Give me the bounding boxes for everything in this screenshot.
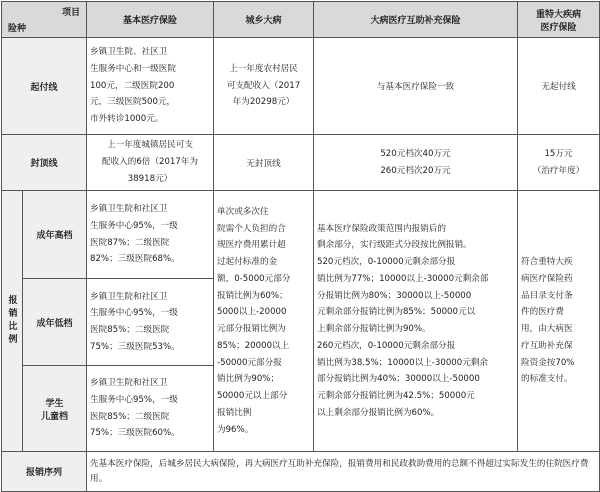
header-special-illness-insurance: 重特大疾病 医疗保险 bbox=[518, 2, 600, 38]
ratio-basic-adult-low: 乡镇卫生院和社区卫 生服务中心95%，一级 医院85%；二级医院 75%；三级医院53%。 bbox=[87, 279, 214, 366]
cap-basic: 上一年度城镇居民可支 配收入的6倍（2017年为 38918元） bbox=[87, 135, 214, 191]
cap-urban-rural: 无封顶线 bbox=[214, 135, 314, 191]
sub-label-adult-low: 成年低档 bbox=[23, 279, 87, 366]
header-corner-cell bbox=[2, 2, 87, 38]
ratio-basic-student-child: 乡镇卫生院和社区卫 生服务中心95%，一级 医院85%；二级医院 75%；三级医院60%。 bbox=[87, 366, 214, 452]
reimbursement-order-text: 先基本医疗保险，后城乡居民大病保险，再大病医疗互助补充保险，报销费用和民政救助费用的总额不得超过实际发生的住院医疗费用。 bbox=[87, 452, 600, 492]
header-type-label: 险种 bbox=[8, 24, 27, 34]
ratio-supplementary: 基本医疗保险政策范围内报销后的 剩余部分，实行级距式分段按比例报销。 520元档次，0-10000元剩余部分报 销比例为77%；10000以上-30000元剩余部 分报销比例为80%；30000以上-50000 元剩余部分报销比例为85%；50000元以 上剩余部分报销比例为90%。 260元档次，0-10000元剩余部分报 销比例为38.5%；10000以上-30000元剩余 部分报销比例为40%；30000以上-50000 元剩余部分报销比例为42.5%；50000元 以上剩余部分报销比例为60%。 bbox=[314, 191, 518, 452]
cap-supplementary: 520元档次40万元 260元档次20万元 bbox=[314, 135, 518, 191]
ratio-special: 符合重特大疾 病医疗保险药 品目录支付条 件的医疗费 用，由大病医 疗互助补充保 险资金按70% 的标准支付。 bbox=[518, 191, 600, 452]
start-threshold-urban-rural: 上一年度农村居民 可支配收入（2017 年为20298元） bbox=[214, 38, 314, 135]
header-basic-insurance: 基本医疗保险 bbox=[87, 2, 214, 38]
start-threshold-basic: 乡镇卫生院、社区卫 生服务中心和一级医院 100元，二级医院200 元，三级医院500元， 市外转诊1000元。 bbox=[87, 38, 214, 135]
header-urban-rural-illness: 城乡大病 bbox=[214, 2, 314, 38]
reimbursement-ratio-label: 报销比例 bbox=[6, 295, 17, 347]
sub-label-adult-high: 成年高档 bbox=[23, 191, 87, 279]
header-supplementary-insurance: 大病医疗互助补充保险 bbox=[314, 2, 518, 38]
row-label-start-threshold: 起付线 bbox=[2, 38, 87, 135]
ratio-basic-adult-high: 乡镇卫生院和社区卫 生服务中心95%，一级 医院87%；二级医院 82%；三级医院68%。 bbox=[87, 191, 214, 279]
row-label-reimbursement-order: 报销序列 bbox=[2, 452, 87, 492]
insurance-comparison-table bbox=[1, 1, 600, 492]
ratio-urban-rural: 单次或多次住 院需个人负担的合 规医疗费用累计超 过起付标准的金 额，0-5000元部分 报销比例为60%； 5000以上-20000 元部分报销比例为 85%；20000以上 -50000元部分报 销比例为90%； 50000元以上部分 报销比例 为96%。 bbox=[214, 191, 314, 452]
row-label-cap: 封顶线 bbox=[2, 135, 87, 191]
row-label-reimbursement-ratio bbox=[2, 191, 23, 452]
start-threshold-supplementary: 与基本医疗保险一致 bbox=[314, 38, 518, 135]
sub-label-student-child: 学生 儿童档 bbox=[23, 366, 87, 452]
start-threshold-special: 无起付线 bbox=[518, 38, 600, 135]
cap-special: 15万元 （治疗年度） bbox=[518, 135, 600, 191]
header-item-label: 项目 bbox=[61, 8, 80, 18]
